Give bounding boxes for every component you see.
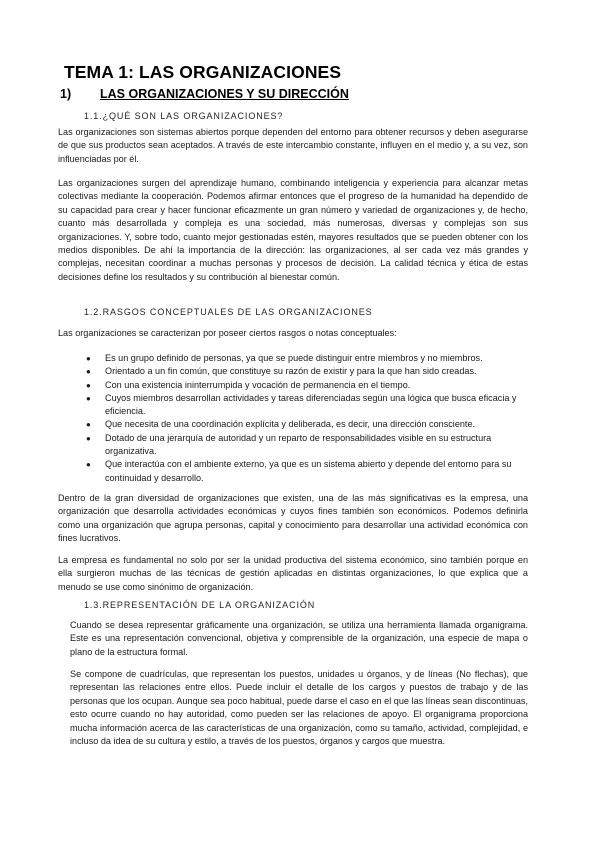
list-item: ● Dotado de una jerarquía de autoridad y un reparto de responsabilidades visible en su estructura organizativa. (86, 432, 492, 457)
paragraph-company-importance: La empresa es fundamental no solo por ser la unidad productiva del sistema económico, sino también porque en ella surgieron muchas de las técnicas de gestión aplicadas en distintas organizaciones, lo que explica que a menudo se use como sinónimo de organización. (58, 555, 528, 592)
bullet-icon: ● (86, 420, 91, 430)
section-title: LAS ORGANIZACIONES Y SU DIRECCIÓN (100, 87, 349, 101)
bullet-icon: ● (86, 367, 91, 377)
list-item: ● Orientado a un fin común, que constituye su razón de existir y para la que han sido creadas. (86, 365, 526, 378)
subsection-heading-1-1: 1.1.¿QUÉ SON LAS ORGANIZACIONES? (84, 111, 284, 121)
paragraph-open-systems: Las organizaciones son sistemas abiertos porque dependen del entorno para obtener recursos y deben asegurarse de que sus productos sean aceptados. A través de este intercambio constante, influyen en el medio y, a su vez, son influenciadas por él. (58, 127, 528, 164)
list-item: ● Cuyos miembros desarrollan actividades y tareas diferenciadas según una lógica que busca eficacia y eficiencia. (86, 392, 517, 417)
list-item: ● Que interactúa con el ambiente externo, ya que es un sistema abierto y depende del entorno para su continuidad y desarrollo. (86, 459, 512, 483)
section-number: 1) (60, 87, 72, 101)
paragraph-organigram: Cuando se desea representar gráficamente una organización, se utiliza una herramienta llamada organigrama. Este es una representación convencional, objetiva y comprensible de la organización, una especie de mapa o plano de la estructura formal. (70, 620, 528, 657)
paragraph-organizations-origin: Las organizaciones surgen del aprendizaje humano, combinando inteligencia y experiencia para alcanzar metas colectivas mediante la cooperación. Podemos afirmar entonces que el progreso de la humanidad ha dependido de su capacidad para crear y hacer funcionar eficazmente un gran número y variedad de organizaciones y, de hecho, cuanto más desarrollada y compleja es una sociedad, más numerosas, diversas y complejas son sus organizaciones. Y, sobre todo, cuanto mejor gestionadas estén, mayores resultados que se pueden obtener con los medios disponibles. De ahí la importancia de la dirección: las organizaciones, al ser cada vez más grandes y complejas, necesitan coordinar a muchas personas y procesos de decisión. La calidad técnica y ética de estas decisiones define los resultados y su contribución al bienestar común. (58, 178, 528, 282)
bullet-icon: ● (86, 393, 91, 403)
bullet-icon: ● (86, 460, 91, 470)
list-item: ● Es un grupo definido de personas, ya que se puede distinguir entre miembros y no miembros. (86, 352, 526, 365)
paragraph-traits-intro: Las organizaciones se caracterizan por poseer ciertos rasgos o notas conceptuales: (58, 328, 397, 338)
subsection-heading-1-2: 1.2.RASGOS CONCEPTUALES DE LAS ORGANIZACIONES (84, 307, 373, 317)
list-item: ● Que necesita de una coordinación explícita y deliberada, es decir, una dirección consciente. (86, 418, 526, 431)
document-title: TEMA 1: LAS ORGANIZACIONES (64, 62, 342, 82)
traits-list (86, 352, 526, 485)
bullet-icon: ● (86, 380, 91, 390)
subsection-heading-1-3: 1.3.REPRESENTACIÓN DE LA ORGANIZACIÓN (84, 600, 316, 610)
bullet-icon: ● (86, 433, 91, 443)
section-heading (60, 87, 349, 101)
paragraph-company: Dentro de la gran diversidad de organizaciones que existen, una de las más significativas es la empresa, una organización que desarrolla actividades económicas y cuyos fines también son económicos. Podemos definirla como una organización que agrupa personas, capital y conocimiento para desarrollar una actividad económica con fines lucrativos. (58, 493, 528, 544)
list-item: ● Con una existencia ininterrumpida y vocación de permanencia en el tiempo. (86, 379, 526, 392)
paragraph-organigram-composition: Se compone de cuadrículas, que representan los puestos, unidades u órganos, y de líneas (No flechas), que representan las relaciones entre ellos. Puede incluir el detalle de los cargos y puestos de trabajo y de las personas que los ocupan. Aunque sea poco habitual, puede darse el caso en el que las líneas sean discontinuas, esto ocurre cuando no hay autoridad, como pueden ser las relaciones de apoyo. El organigrama proporciona mucha información acerca de las características de una organización, como su tamaño, actividad, complejidad, e incluso da idea de su cultura y estilo, a través de los puestos, órganos y cargos que muestra. (70, 669, 528, 747)
bullet-icon: ● (86, 354, 91, 363)
